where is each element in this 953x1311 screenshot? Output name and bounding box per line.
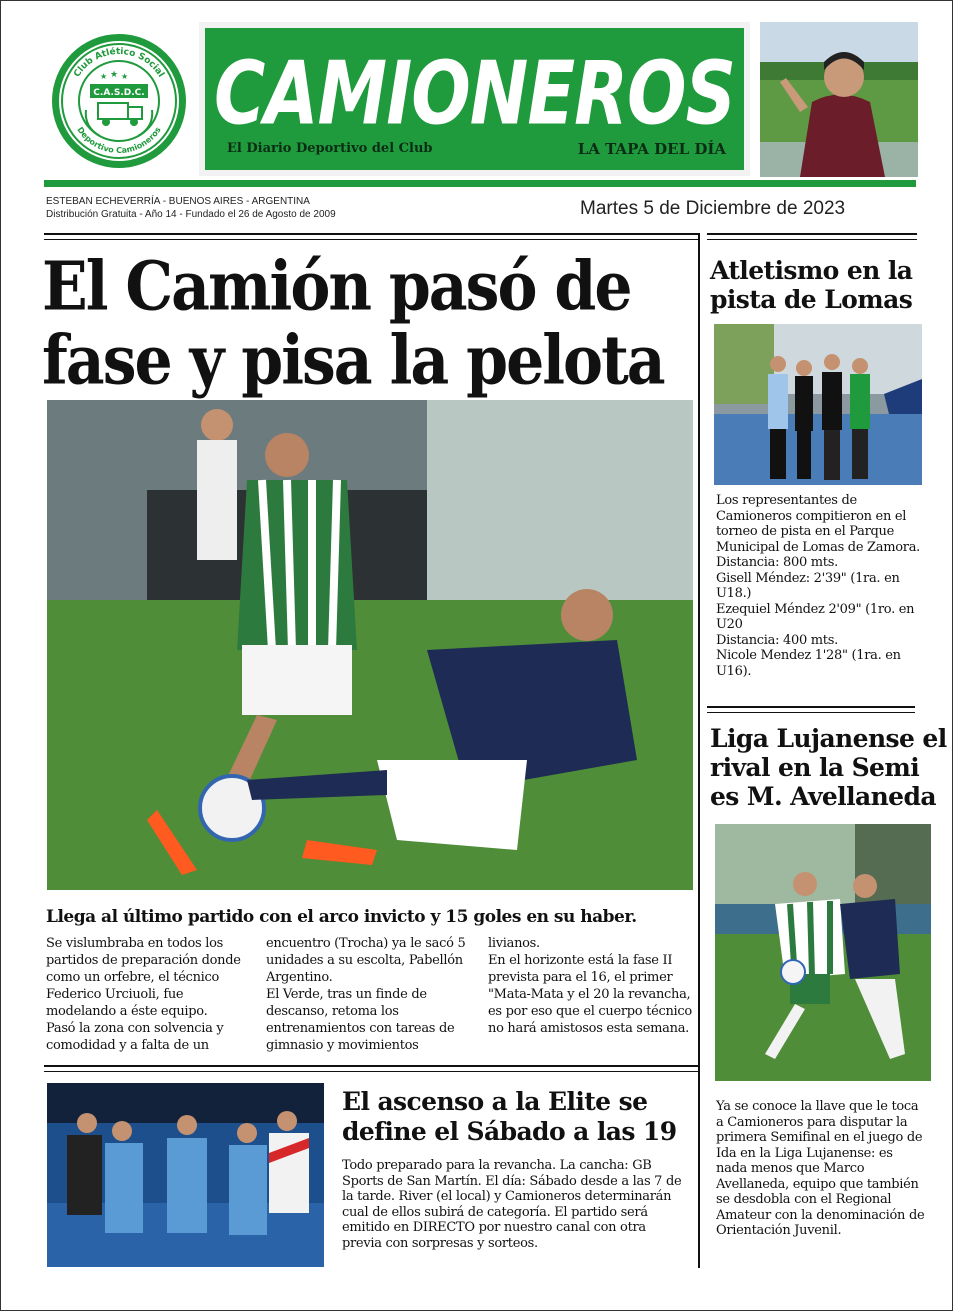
main-match-photo bbox=[47, 400, 693, 890]
paragraph: Ezequiel Méndez 2'09" (1ro. en U20 bbox=[716, 601, 915, 632]
divider bbox=[707, 239, 917, 240]
athletics-headline: Atletismo en la pista de Lomas bbox=[710, 256, 913, 314]
divider bbox=[44, 1071, 698, 1072]
paragraph: Los representantes de Camioneros compitieron en el torneo de pista en el Parque Municipal de Lomas de Zamora. bbox=[716, 493, 920, 555]
main-kicker: Llega al último partido con el arco invicto y 15 goles en su haber. bbox=[46, 907, 637, 927]
paragraph: livianos. bbox=[488, 936, 540, 951]
issue-date: Martes 5 de Diciembre de 2023 bbox=[580, 198, 846, 219]
svg-text:★: ★ bbox=[100, 72, 108, 81]
svg-text:Deportivo Camioneros: Deportivo Camioneros bbox=[75, 125, 163, 155]
svg-text:Club Atlético Social: Club Atlético Social bbox=[72, 46, 166, 80]
divider bbox=[707, 233, 917, 235]
paragraph: encuentro (Trocha) ya le sacó 5 unidades a su escolta, Pabellón Argentino. bbox=[266, 936, 466, 985]
main-column-1 bbox=[46, 935, 256, 1054]
club-crest-logo bbox=[50, 32, 188, 170]
divider bbox=[44, 239, 698, 240]
location-line: ESTEBAN ECHEVERRÍA - BUENOS AIRES - ARGENTINA bbox=[46, 196, 310, 207]
divider bbox=[44, 1065, 698, 1067]
main-column-3 bbox=[488, 935, 698, 1037]
divider bbox=[707, 706, 915, 708]
liga-headline: Liga Lujanense el rival en la Semi es M. Avellaneda bbox=[710, 724, 947, 811]
paragraph: Pasó la zona con solvencia y comodidad y a falta de un bbox=[46, 1021, 224, 1053]
paragraph: En el horizonte está la fase II prevista para el 16, el primer "Mata-Mata y el 20 la revancha, es por eso que el cuerpo técnico no hará amistosos esta semana. bbox=[488, 953, 692, 1036]
tapa-label: LA TAPA DEL DÍA bbox=[577, 140, 726, 158]
paragraph: Distancia: 400 mts. bbox=[716, 632, 838, 648]
bottom-headline: El ascenso a la Elite se define el Sábado a las 19 bbox=[342, 1087, 677, 1146]
column-divider bbox=[698, 233, 700, 1268]
paragraph: Gisell Méndez: 2'39" (1ra. en U18.) bbox=[716, 570, 900, 601]
newspaper-subtitle: El Diario Deportivo del Club bbox=[227, 141, 433, 156]
distribution-line: Distribución Gratuita - Año 14 - Fundado el 26 de Agosto de 2009 bbox=[46, 209, 336, 220]
svg-text:C.A.S.D.C.: C.A.S.D.C. bbox=[93, 88, 145, 98]
athletics-text bbox=[716, 493, 921, 679]
paragraph: Nicole Mendez 1'28" (1ra. en U16). bbox=[716, 648, 901, 679]
athletics-photo bbox=[714, 324, 922, 485]
masthead-portrait-photo bbox=[760, 22, 918, 177]
masthead-rule bbox=[44, 180, 916, 187]
futsal-referees-photo bbox=[47, 1083, 324, 1267]
liga-text: Ya se conoce la llave que le toca a Camioneros para disputar la primera Semifinal en el juego de Ida en la Liga Lujanense: es nada menos que Marco Avellaneda, equipo que también se desdobla con el Regional Amateur con la denominación de Orientación Juvenil. bbox=[716, 1099, 925, 1238]
divider bbox=[44, 233, 698, 235]
paragraph: El Verde, tras un finde de descanso, retoma los entrenamientos con tareas de gimnasio y movimientos bbox=[266, 987, 455, 1053]
main-headline: El Camión pasó de fase y pisa la pelota bbox=[42, 247, 664, 401]
bottom-article-text: Todo preparado para la revancha. La cancha: GB Sports de San Martín. El día: Sábado desde a las 7 de la tarde. River (el local) y Camioneros determinarán cual de ellos subirá de categoría. El partido será emitido en DIRECTO por nuestro canal con otra previa con sorpresas y sorteos. bbox=[342, 1158, 682, 1251]
divider bbox=[707, 712, 915, 713]
svg-text:★: ★ bbox=[121, 72, 129, 81]
paragraph: Distancia: 800 mts. bbox=[716, 555, 838, 570]
paragraph: Se vislumbraba en todos los partidos de preparación donde como un orfebre, el técnico Federico Urciuoli, fue modelando a éste equipo. bbox=[46, 936, 241, 1019]
svg-text:★: ★ bbox=[110, 70, 119, 80]
newspaper-title: CAMIONEROS bbox=[214, 42, 735, 145]
liga-match-photo bbox=[715, 824, 931, 1081]
masthead-banner bbox=[199, 22, 750, 176]
main-column-2 bbox=[266, 935, 476, 1054]
